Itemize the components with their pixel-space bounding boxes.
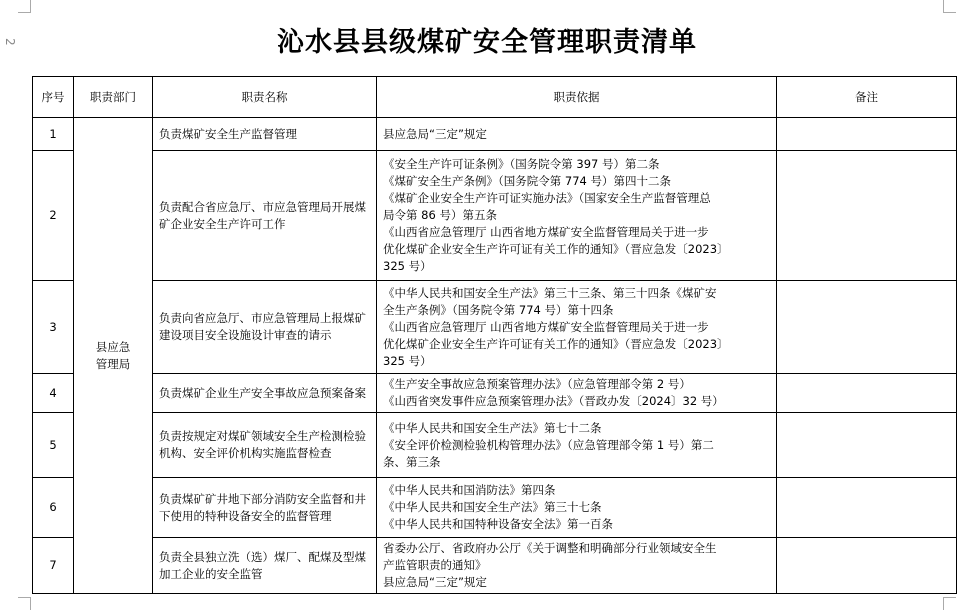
header-remark: 备注 [777,77,957,118]
crop-mark-top-right [943,0,956,13]
crop-mark-top-left [18,0,31,13]
duty-name: 负责全县独立洗（选）煤厂、配煤及型煤加工企业的安全监管 [153,538,377,594]
basis-line: 全生产条例》（国务院令第 774 号）第十四条 [383,302,614,317]
basis-line: 优化煤矿企业安全生产许可证有关工作的通知》（晋应急发〔2023〕 [383,336,729,351]
basis-line: 省委办公厅、省政府办公厅《关于调整和明确部分行业领域安全生 [383,541,717,555]
row-number: 1 [33,118,74,151]
table-row [33,413,957,478]
duty-basis [377,374,777,413]
page-title: 沁水县县级煤矿安全管理职责清单 [277,27,697,58]
table-row [33,538,957,594]
duty-name: 负责煤矿企业生产安全事故应急预案备案 [153,374,377,413]
row-number: 4 [33,374,74,413]
row-number: 3 [33,281,74,374]
basis-line: 《中华人民共和国消防法》第四条 [383,483,556,497]
basis-line: 产监管职责的通知》 [383,558,487,572]
duty-basis [377,151,777,281]
basis-line: 条、第三条 [383,454,441,469]
crop-mark-bottom-left [18,597,31,610]
basis-line: 325 号） [383,353,432,368]
basis-line: 《中华人民共和国安全生产法》第七十二条 [383,420,602,435]
row-number: 5 [33,413,74,478]
basis-line: 《煤矿企业安全生产许可证实施办法》（国家安全生产监督管理总 [383,191,711,205]
row-number: 6 [33,478,74,538]
duty-basis [377,538,777,594]
duty-basis [377,281,777,374]
crop-mark-bottom-right [943,597,956,610]
remark-cell [777,374,957,413]
remark-cell [777,118,957,151]
duty-name: 负责煤矿安全生产监督管理 [153,118,377,151]
header-duty: 职责名称 [153,77,377,118]
table-header-row [33,77,957,118]
duty-basis [377,118,777,151]
remark-cell [777,413,957,478]
row-number: 7 [33,538,74,594]
table-row [33,151,957,281]
basis-line: 《中华人民共和国安全生产法》第三十三条、第三十四条《煤矿安 [383,285,717,300]
basis-line: 优化煤矿企业安全生产许可证有关工作的通知》（晋应急发〔2023〕 [383,242,729,256]
basis-line: 《中华人民共和国安全生产法》第三十七条 [383,500,602,514]
duty-name: 负责按规定对煤矿领域安全生产检测检验机构、安全评价机构实施监督检查 [153,413,377,478]
row-number: 2 [33,151,74,281]
header-basis: 职责依据 [377,77,777,118]
basis-line: 《山西省突发事件应急预案管理办法》（晋政办发〔2024〕32 号） [383,394,724,408]
duty-basis [377,478,777,538]
page-number-marker: 2 [3,38,17,48]
duty-basis [377,413,777,478]
remark-cell [777,538,957,594]
duty-name: 负责煤矿矿井地下部分消防安全监督和井下使用的特种设备安全的监督管理 [153,478,377,538]
table-row [33,281,957,374]
table-row [33,478,957,538]
basis-line: 县应急局“三定”规定 [383,575,487,589]
department-name: 县应急管理局 [95,339,131,371]
table-row [33,118,957,151]
remark-cell [777,281,957,374]
basis-line: 《安全评价检测检验机构管理办法》（应急管理部令第 1 号）第二 [383,437,714,452]
remark-cell [777,478,957,538]
table-row [33,374,957,413]
duty-name: 负责向省应急厅、市应急管理局上报煤矿建设项目安全设施设计审查的请示 [153,281,377,374]
header-department: 职责部门 [74,77,153,118]
basis-line: 325 号） [383,259,432,273]
basis-line: 局令第 86 号）第五条 [383,208,497,222]
basis-line: 《煤矿安全生产条例》（国务院令第 774 号）第四十二条 [383,174,672,188]
basis-line: 《山西省应急管理厅 山西省地方煤矿安全监督管理局关于进一步 [383,319,709,334]
header-no: 序号 [33,77,74,118]
basis-line: 《生产安全事故应急预案管理办法》（应急管理部令第 2 号） [383,377,691,391]
duty-table [32,76,957,594]
department-cell [74,118,153,594]
basis-line: 县应急局“三定”规定 [383,126,487,141]
duty-name: 负责配合省应急厅、市应急管理局开展煤矿企业安全生产许可工作 [153,151,377,281]
basis-line: 《中华人民共和国特种设备安全法》第一百条 [383,517,613,531]
remark-cell [777,151,957,281]
basis-line: 《山西省应急管理厅 山西省地方煤矿安全监督管理局关于进一步 [383,225,709,239]
basis-line: 《安全生产许可证条例》（国务院令第 397 号）第二条 [383,157,660,171]
